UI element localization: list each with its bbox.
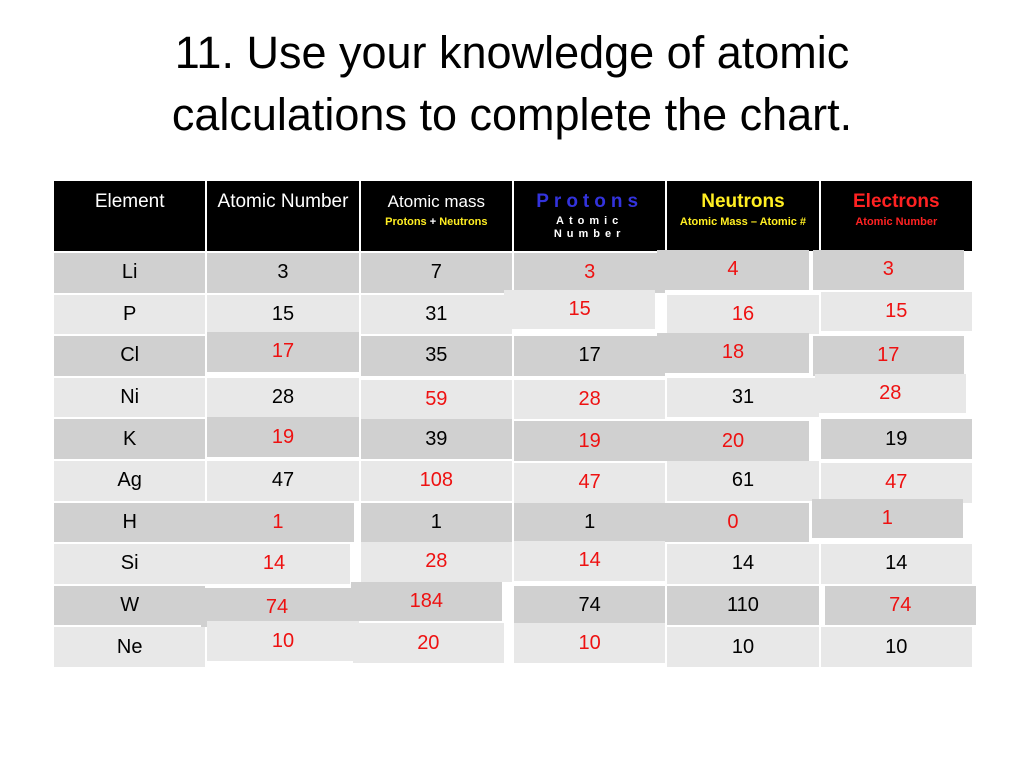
- cell-atomic-mass: 1: [360, 502, 513, 544]
- title-line-2: calculations to complete the chart.: [171, 89, 853, 140]
- header-element: Element: [53, 180, 206, 252]
- cell-electrons: 17: [812, 335, 965, 377]
- cell-element: Cl: [53, 335, 206, 377]
- cell-atomic-number: 14: [197, 543, 350, 585]
- header-neutrons: Neutrons Atomic Mass – Atomic #: [666, 180, 819, 252]
- header-atomic-mass-formula: Protons + Neutrons: [385, 216, 488, 228]
- table-row: [53, 377, 973, 419]
- cell-element: P: [53, 294, 206, 336]
- cell-electrons: 1: [811, 498, 964, 540]
- cell-atomic-mass: 28: [360, 541, 513, 583]
- header-atomic-number: Atomic Number: [206, 180, 359, 252]
- cell-electrons: 15: [820, 291, 973, 333]
- cell-atomic-mass: 35: [360, 335, 513, 377]
- cell-atomic-mass: 39: [360, 418, 513, 460]
- cell-element: H: [53, 502, 206, 544]
- cell-protons: 74: [513, 585, 666, 627]
- cell-electrons: 28: [814, 373, 967, 415]
- cell-protons: 10: [513, 622, 666, 664]
- cell-neutrons: 16: [666, 294, 819, 336]
- table-row: [53, 252, 973, 294]
- header-atomic-mass: Atomic mass Protons + Neutrons: [360, 180, 513, 252]
- cell-element: Ne: [53, 626, 206, 668]
- table-header: [53, 180, 973, 252]
- table-row: [53, 543, 973, 585]
- cell-neutrons: 20: [656, 420, 809, 462]
- cell-atomic-number: 19: [206, 416, 359, 458]
- cell-atomic-mass: 20: [352, 622, 505, 664]
- cell-neutrons: 0: [656, 502, 809, 544]
- title-line-1: 11. Use your knowledge of atomic: [174, 27, 850, 78]
- cell-element: Li: [53, 252, 206, 294]
- cell-atomic-mass: 184: [350, 581, 503, 623]
- header-protons: Protons Atomic Number: [513, 180, 666, 252]
- header-neutrons-sub: Atomic Mass – Atomic #: [679, 216, 807, 228]
- cell-neutrons: 31: [666, 377, 819, 419]
- cell-electrons: 14: [820, 543, 973, 585]
- header-electrons: Electrons Atomic Number: [820, 180, 973, 252]
- cell-protons: 17: [513, 335, 666, 377]
- cell-neutrons: 61: [666, 460, 819, 502]
- cell-neutrons: 10: [666, 626, 819, 668]
- table-row: [53, 502, 973, 544]
- cell-atomic-number: 10: [206, 620, 359, 662]
- cell-atomic-mass: 108: [360, 460, 513, 502]
- cell-protons: 47: [513, 462, 666, 504]
- table-row: [53, 585, 973, 627]
- table-row: [53, 294, 973, 336]
- table-row: [53, 460, 973, 502]
- cell-electrons: 19: [820, 418, 973, 460]
- page-title: [40, 22, 984, 146]
- table-row: [53, 335, 973, 377]
- cell-protons: 14: [513, 540, 666, 582]
- cell-element: K: [53, 418, 206, 460]
- table-row: [53, 418, 973, 460]
- cell-element: Si: [53, 543, 206, 585]
- header-electrons-sub: Atomic Number: [855, 216, 938, 228]
- header-row: [53, 180, 973, 252]
- cell-electrons: 3: [812, 249, 965, 291]
- cell-atomic-number: 15: [206, 294, 359, 336]
- cell-electrons: 10: [820, 626, 973, 668]
- cell-atomic-number: 47: [206, 460, 359, 502]
- cell-atomic-number: 3: [206, 252, 359, 294]
- cell-neutrons: 110: [666, 585, 819, 627]
- cell-neutrons: 14: [666, 543, 819, 585]
- cell-atomic-mass: 31: [360, 294, 513, 336]
- cell-protons: 15: [503, 289, 656, 331]
- cell-atomic-mass: 59: [360, 379, 513, 421]
- table-row: [53, 626, 973, 668]
- cell-electrons: 74: [824, 585, 977, 627]
- cell-element: Ni: [53, 377, 206, 419]
- cell-atomic-number: 74: [200, 587, 353, 629]
- cell-protons: 19: [513, 420, 666, 462]
- cell-electrons: 47: [820, 462, 973, 504]
- header-protons-sub: Atomic Number: [553, 215, 626, 240]
- cell-protons: 3: [513, 252, 666, 294]
- cell-neutrons: 4: [656, 249, 809, 291]
- cell-element: W: [53, 585, 206, 627]
- cell-atomic-mass: 7: [360, 252, 513, 294]
- cell-protons: 1: [513, 502, 666, 544]
- cell-neutrons: 18: [656, 332, 809, 374]
- cell-element: Ag: [53, 460, 206, 502]
- atomic-chart-table: [52, 179, 974, 669]
- cell-atomic-number: 28: [206, 377, 359, 419]
- cell-atomic-number: 1: [201, 502, 354, 544]
- cell-atomic-number: 17: [206, 331, 359, 373]
- table-body: [53, 252, 973, 668]
- cell-protons: 28: [513, 379, 666, 421]
